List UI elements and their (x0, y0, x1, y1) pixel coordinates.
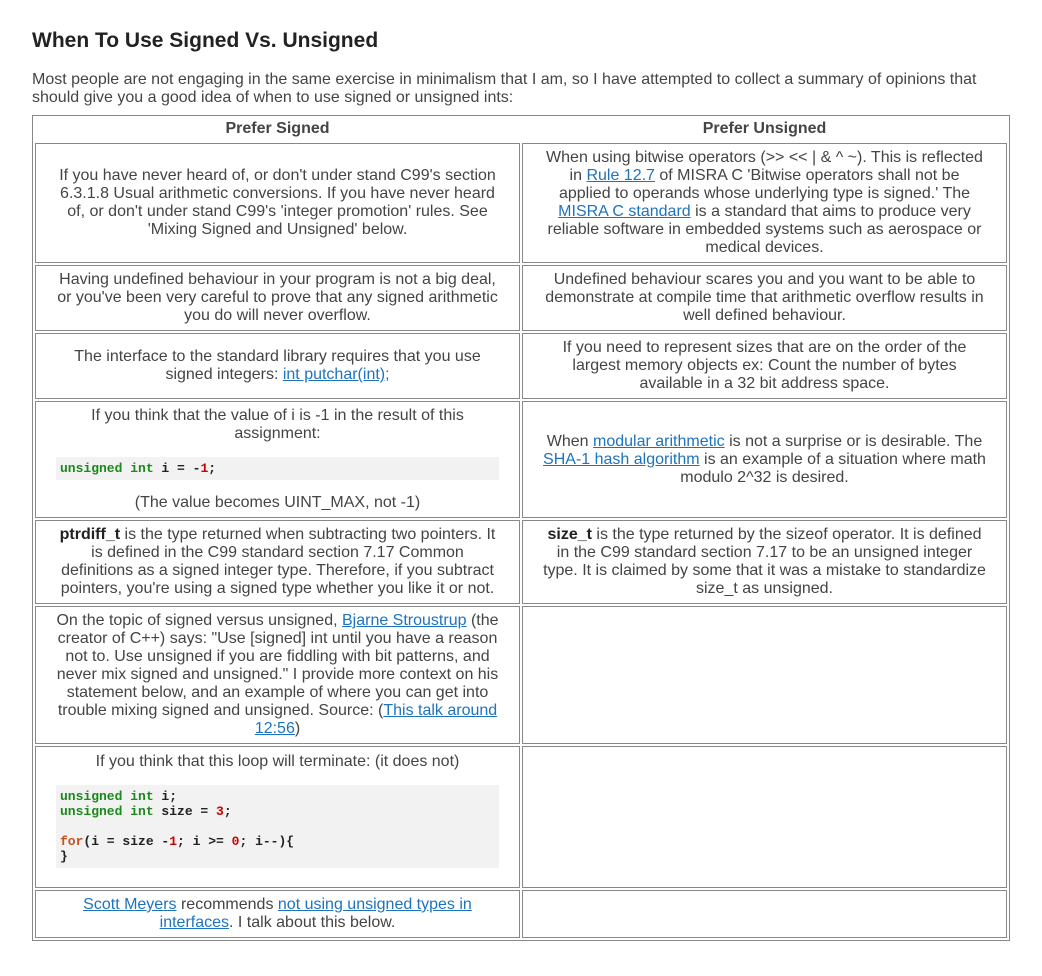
code-keyword: for (60, 834, 84, 849)
modular-arithmetic-link[interactable]: modular arithmetic (593, 432, 725, 450)
intro-paragraph: Most people are not engaging in the same exercise in minimalism that I am, so I have attempted to collect a summary of opinions that should give you a good idea of when to use signed or unsigned ints: (32, 71, 977, 106)
misra-c-standard-link[interactable]: MISRA C standard (558, 203, 691, 220)
cell-text: is the type returned by the sizeof operator. It is defined in the C99 standard section 7.17 to be an unsigned integer type. It is claimed by some that it was a mistake to standardize size_t as unsigned. (543, 526, 986, 597)
table-row (35, 606, 1007, 744)
cell-text: The interface to the standard library requires that you use signed integers: (74, 348, 481, 383)
table-row (35, 265, 1007, 331)
term-size-t: size_t (547, 526, 592, 543)
putchar-link[interactable]: int putchar(int); (282, 366, 390, 383)
cell-text: . I talk about this below. (229, 914, 396, 931)
cell-text: ) (294, 720, 301, 737)
cell-text: (the creator of C++) says: "Use [signed] int until you have a reason not to. Use unsigned if you are fiddling with bit patterns, and never mix signed and unsigned." I provide more context on his statement below, and an example of where you can get into trouble mixing signed and unsigned. Source: ( (56, 612, 499, 719)
cell-text: When (546, 432, 594, 450)
code-text: ; i--){ (239, 834, 295, 849)
comparison-table (32, 115, 1010, 941)
code-text: i; (153, 789, 178, 804)
signed-cell (35, 401, 520, 518)
unsigned-cell (522, 401, 1007, 518)
article (32, 0, 1010, 941)
bjarne-stroustrup-link[interactable]: Bjarne Stroustrup (341, 612, 467, 629)
cell-text: is an example of a situation where math modulo 2^32 is desired. (680, 450, 986, 486)
code-text: size = (153, 804, 217, 819)
code-number: 3 (216, 804, 224, 819)
cell-note: (The value becomes UINT_MAX, not -1) (134, 494, 421, 511)
cell-text: of MISRA C 'Bitwise operators shall not be applied to operands whose underlying type is signed.' The (558, 167, 971, 202)
cell-text: recommends (176, 896, 278, 913)
col-header-unsigned: Prefer Unsigned (702, 120, 827, 137)
unsigned-cell (522, 520, 1007, 604)
code-keyword: unsigned int (60, 789, 154, 804)
signed-cell (35, 746, 520, 888)
table-row (35, 746, 1007, 888)
table-row (35, 401, 1007, 518)
col-header-signed: Prefer Signed (225, 120, 330, 137)
table-row (35, 143, 1007, 263)
table-row (35, 520, 1007, 604)
cell-text: If you need to represent sizes that are on the order of the largest memory objects ex: Count the number of bytes available in a 32 bit address space. (562, 339, 967, 392)
signed-cell (35, 606, 520, 744)
code-block-assignment (56, 457, 499, 480)
signed-cell (35, 265, 520, 331)
cell-text: If you have never heard of, or don't under stand C99's section 6.3.1.8 Usual arithmetic conversions. If you have never heard of, or don't under stand C99's 'integer promotion' rules. See 'Mixing Signed and Unsigned' below. (59, 167, 496, 238)
unsigned-cell-empty (522, 606, 1007, 744)
unsigned-cell (522, 333, 1007, 399)
table-row (35, 333, 1007, 399)
page-title: When To Use Signed Vs. Unsigned (32, 29, 379, 52)
code-text: i = - (153, 461, 201, 476)
code-block-loop (56, 785, 499, 868)
cell-text: If you think that the value of i is -1 in the result of this assignment: (91, 407, 464, 442)
code-number: 1 (169, 834, 178, 849)
cell-text: is the type returned when subtracting two pointers. It is defined in the C99 standard section 7.17 Common definitions as a signed integer type. Therefore, if you subtract pointers, you're using a signed type whether you like it or not. (60, 526, 496, 597)
sha1-hash-link[interactable]: SHA-1 hash algorithm (543, 450, 700, 468)
signed-cell (35, 143, 520, 263)
cell-text: On the topic of signed versus unsigned, (56, 612, 342, 629)
unsigned-interfaces-link[interactable]: not using unsigned types in interfaces (159, 896, 472, 931)
cell-text: When using bitwise operators (>> << | & ^ ~). This is reflected in (546, 149, 983, 184)
signed-cell (35, 520, 520, 604)
cell-text: Undefined behaviour scares you and you want to be able to demonstrate at compile time that arithmetic overflow results in well defined behaviour. (545, 271, 984, 324)
code-keyword: unsigned int (60, 804, 154, 819)
talk-link[interactable]: This talk around 12:56 (254, 702, 498, 737)
code-text: } (60, 849, 68, 864)
signed-cell (35, 333, 520, 399)
unsigned-cell (522, 265, 1007, 331)
header-row (35, 118, 1007, 141)
unsigned-cell-empty (522, 746, 1007, 888)
cell-text: If you think that this loop will terminate: (it does not) (95, 753, 460, 770)
rule-12-7-link[interactable]: Rule 12.7 (586, 167, 655, 184)
code-text: (i = size - (83, 834, 170, 849)
table-row (35, 890, 1007, 938)
unsigned-cell (522, 143, 1007, 263)
scott-meyers-link[interactable]: Scott Meyers (83, 896, 177, 913)
code-number: 0 (231, 834, 240, 849)
unsigned-cell-empty (522, 890, 1007, 938)
code-keyword: unsigned int (60, 461, 154, 476)
code-text: ; (208, 461, 217, 476)
code-text: ; (223, 804, 232, 819)
term-ptrdiff-t: ptrdiff_t (59, 526, 121, 543)
code-text: ; i >= (177, 834, 232, 849)
code-number: 1 (200, 461, 209, 476)
cell-text: is not a surprise or is desirable. The (724, 432, 983, 450)
cell-text: is a standard that aims to produce very reliable software in embedded systems such as aerospace or medical devices. (547, 203, 982, 256)
signed-cell (35, 890, 520, 938)
cell-text: Having undefined behaviour in your program is not a big deal, or you've been very careful to prove that any signed arithmetic you do will never overflow. (57, 271, 498, 324)
